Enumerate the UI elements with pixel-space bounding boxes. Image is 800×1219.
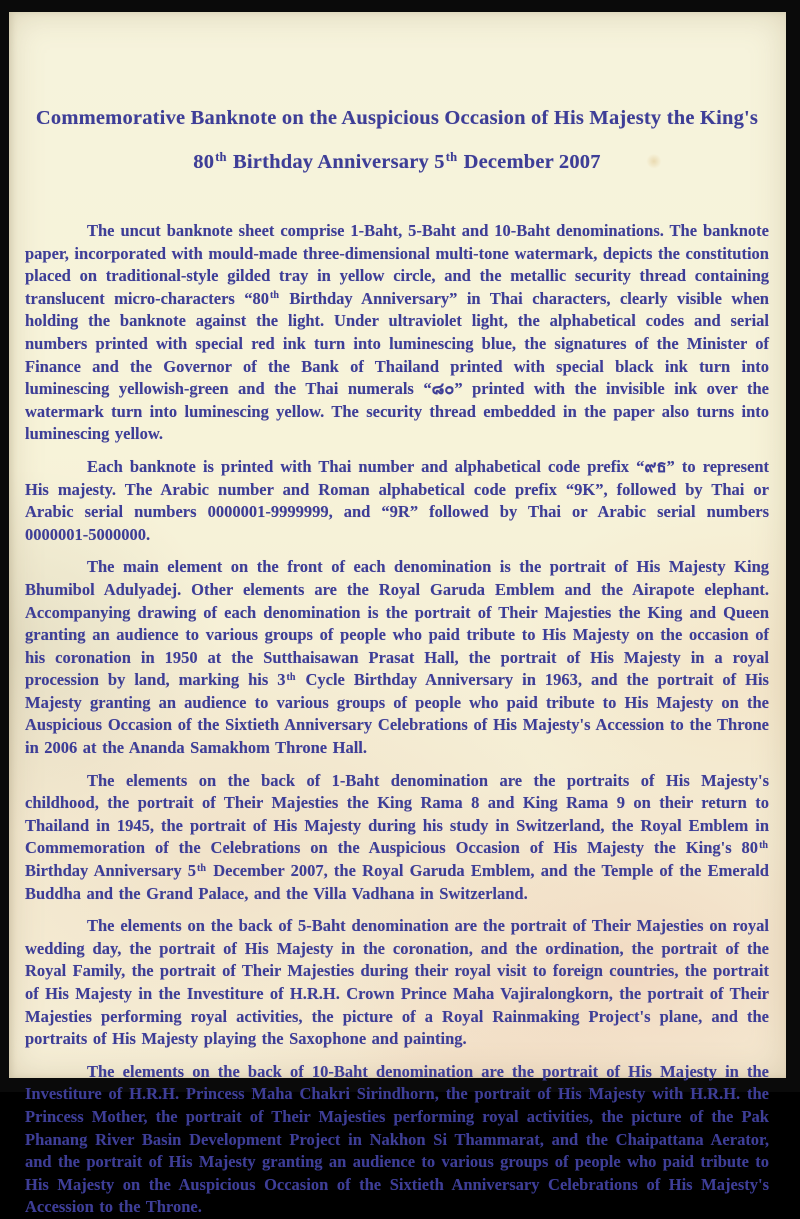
title-line-1: Commemorative Banknote on the Auspicious Occasion of His Majesty the King's	[35, 107, 759, 129]
document-title	[25, 96, 769, 184]
paragraph-serial-prefix: Each banknote is printed with Thai number and alphabetical code prefix “๙ธ” to represent His majesty. The Arabic number and Roman alphabetical code prefix “9K”, followed by Thai or Arabic serial numbers 0000001-9999999, and “9R” followed by Thai or Arabic serial numbers 0000001-5000000.	[25, 456, 769, 544]
paragraph-back-5baht: The elements on the back of 5-Baht denomination are the portrait of Their Majesties on royal wedding day, the portrait of His Majesty in the coronation, and the ordination, the portrait of the Royal Family, the portrait of Their Majesties during their royal visit to foreign countries, the portrait of His Majesty in the Investiture of H.R.H. Crown Prince Maha Vajiralongkorn, the portrait of Their Majesties performing royal activities, the picture of a Royal Rainmaking Project's plane, and the portraits of His Majesty playing the Saxophone and painting.	[25, 916, 769, 1049]
paragraph-back-10baht: The elements on the back of 10-Baht denomination are the portrait of His Majesty in the Investiture of H.R.H. Princess Maha Chakri Sirindhorn, the portrait of His Majesty with H.R.H. the Princess Mother, the portrait of Their Majesties performing royal activities, the picture of the Pak Phanang River Basin Development Project in Nakhon Si Thammarat, and the Chaipattana Aerator, and the portrait of His Majesty granting an audience to various groups of people who paid tribute to His Majesty on the Auspicious Occasion of the Sixtieth Anniversary Celebrations of His Majesty's Accession to the Throne.	[25, 1061, 769, 1217]
document-body	[25, 220, 769, 1219]
title-line-2: 80th Birthday Anniversary 5th December 2007	[193, 150, 601, 173]
paragraph-front-elements: The main element on the front of each denomination is the portrait of His Majesty King Bhumibol Adulyadej. Other elements are the Royal Garuda Emblem and the Airapote elephant. Accompanying drawing of each denomination is the portrait of Their Majesties the King and Queen granting an audience to various groups of people who paid tribute to His Majesty on the occasion of his coronation in 1950 at the Sutthaisawan Prasat Hall, the portrait of His Majesty in a royal procession by land, marking his 3th Cycle Birthday Anniversary in 1963, and the portrait of His Majesty granting an audience to various groups of people who paid tribute to His Majesty on the Auspicious Occasion of the Sixtieth Anniversary Celebrations of His Majesty's Accession to the Throne in 2006 at the Ananda Samakhom Throne Hall.	[25, 557, 769, 758]
document-page	[9, 12, 786, 1217]
paragraph-back-1baht: The elements on the back of 1-Baht denomination are the portraits of His Majesty's childhood, the portrait of Their Majesties the King Rama 8 and King Rama 9 on their return to Thailand in 1945, the portrait of His Majesty during his study in Switzerland, the Royal Emblem in Commemoration of the Celebrations on the Auspicious Occasion of His Majesty the King's 80th Birthday Anniversary 5th December 2007, the Royal Garuda Emblem, and the Temple of the Emerald Buddha and the Grand Palace, and the Villa Vadhana in Switzerland.	[25, 770, 769, 903]
paragraph-banknote-sheet: The uncut banknote sheet comprise 1-Baht, 5-Baht and 10-Baht denominations. The banknote paper, incorporated with mould-made three-dimensional multi-tone watermark, depicts the constitution placed on traditional-style gilded tray in yellow circle, and the metallic security thread containing translucent micro-characters “80th Birthday Anniversary” in Thai characters, clearly visible when holding the banknote against the light. Under ultraviolet light, the alphabetical codes and serial numbers printed with special red ink turn into luminescing blue, the signatures of the Minister of Finance and the Governor of the Bank of Thailand printed with special black ink turn into luminescing yellowish-green and the Thai numerals “๘๐” printed with the invisible ink over the watermark turn into luminescing yellow. The security thread embedded in the paper also turns into luminescing yellow.	[25, 221, 769, 444]
